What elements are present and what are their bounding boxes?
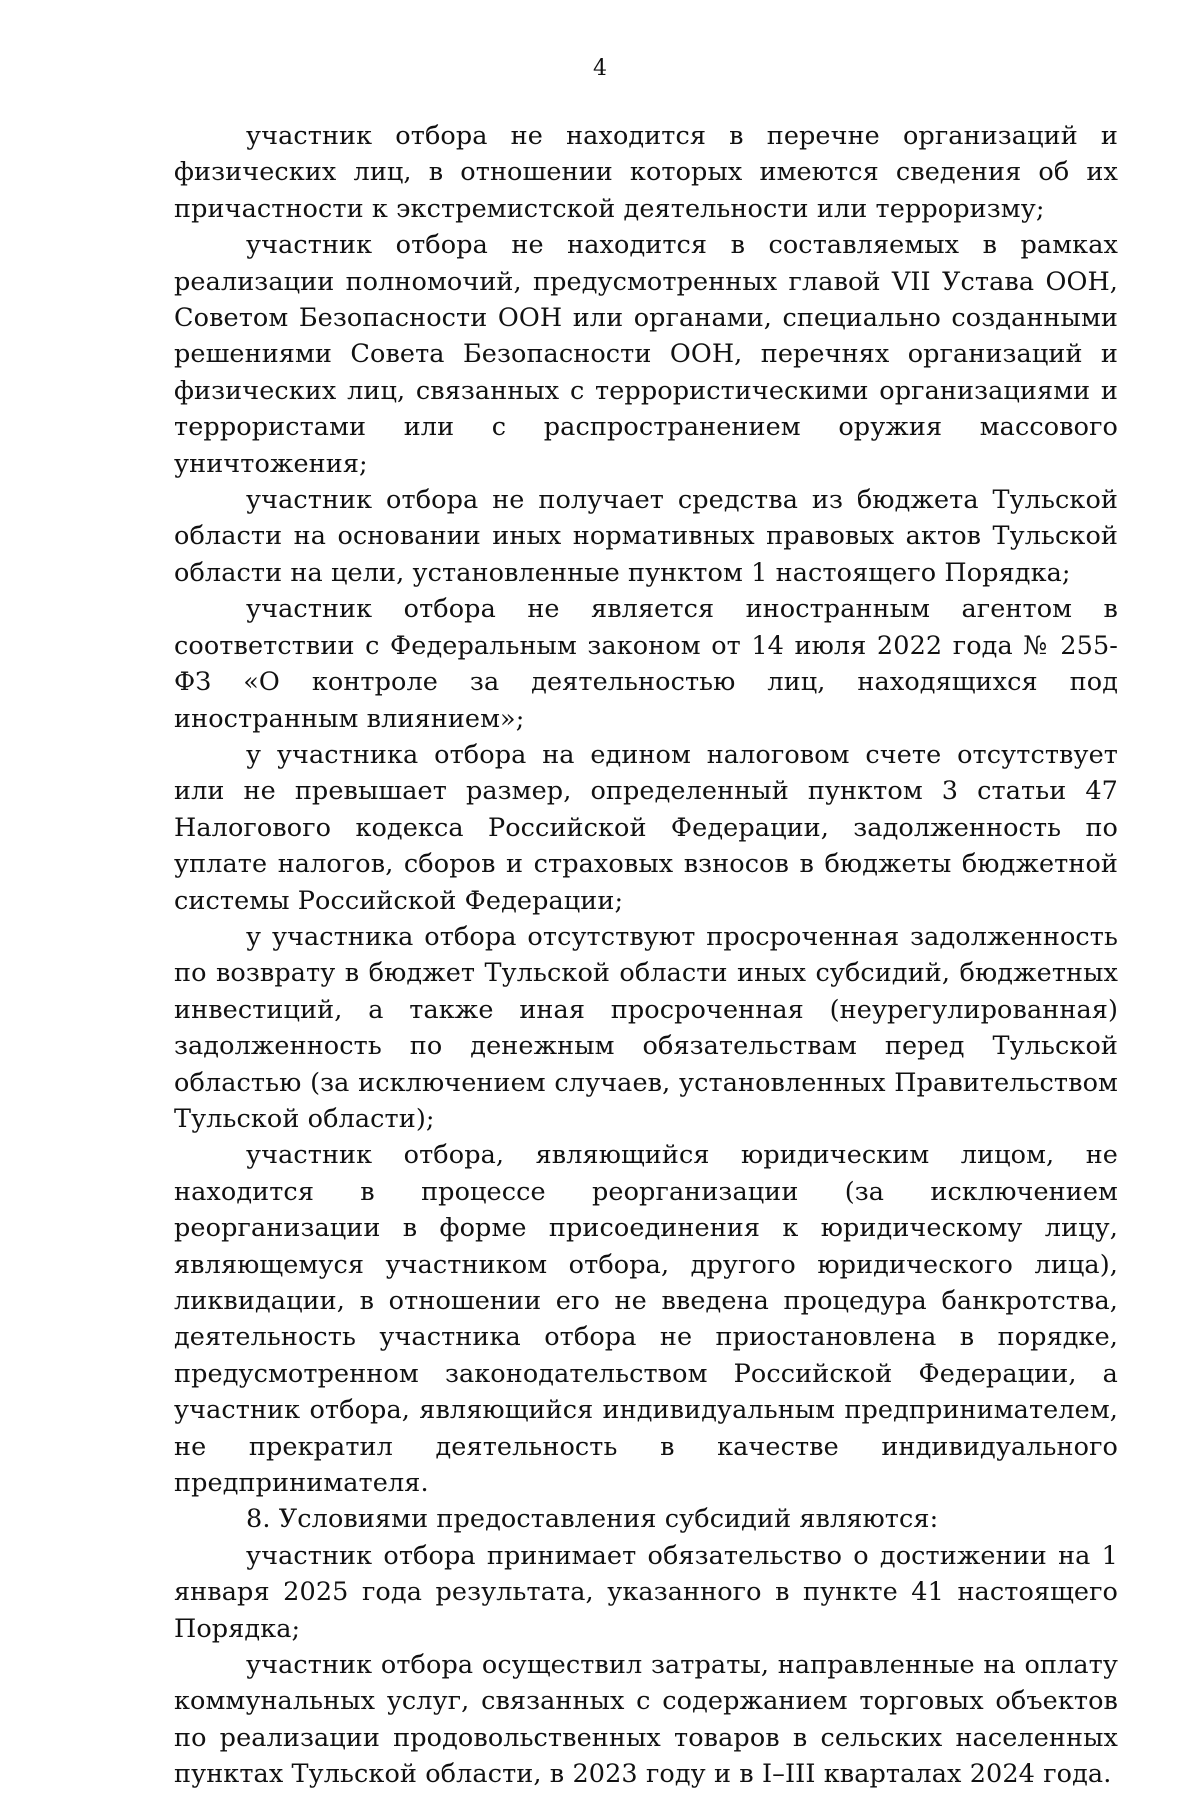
- paragraph-not-foreign-agent: участник отбора не является иностранным агентом в соответствии с Федеральным законом от 14 июля 2022 года № 255-ФЗ «О контроле за деятельностью лиц, находящихся под иностранным влиянием»;: [174, 594, 1118, 734]
- paragraph-result-obligation: участник отбора принимает обязательство о достижении на 1 января 2025 года результата, указанного в пункте 41 настоящего Порядка;: [174, 1540, 1118, 1644]
- paragraph-tax-debt: у участника отбора на едином налоговом счете отсутствует или не превышает размер, определенный пунктом 3 статьи 47 Налогового кодекса Российской Федерации, задолженность по уплате налогов, сборов и страховых взносов в бюджеты бюджетной системы Российской Федерации;: [174, 739, 1118, 916]
- page-number: 4: [593, 56, 607, 81]
- paragraph-no-other-budget-funds: участник отбора не получает средства из бюджета Тульской области на основании иных нормативных правовых актов Тульской области на цели, установленные пунктом 1 настоящего Порядка;: [174, 485, 1118, 588]
- paragraph-reorganization: участник отбора, являющийся юридическим лицом, не находится в процессе реорганизации (за исключением реорганизации в форме присоединения к юридическому лицу, являющемуся участником отбора, другого юридического лица), ликвидации, в отношении его не введена процедура банкротства, деятельность участника отбора не приостановлена в порядке, предусмотренном законодательством Российской Федерации, а участник отбора, являющийся индивидуальным предпринимателем, не прекратил деятельность в качестве индивидуального предпринимателя.: [174, 1140, 1118, 1499]
- paragraph-un-sanctions-list: участник отбора не находится в составляемых в рамках реализации полномочий, предусмотренных главой VII Устава ООН, Советом Безопасности ООН или органами, специально созданными решениями Совета Безопасности ООН, перечнях организаций и физических лиц, связанных с террористическими организациями и террористами или с распространением оружия массового уничтожения;: [174, 230, 1118, 479]
- document-body: [174, 118, 1118, 1793]
- paragraph-overdue-debt: у участника отбора отсутствуют просроченная задолженность по возврату в бюджет Тульской области иных субсидий, бюджетных инвестиций, а также иная просроченная (неурегулированная) задолженность по денежным обязательствам перед Тульской областью (за исключением случаев, установленных Правительством Тульской области);: [174, 921, 1118, 1134]
- paragraph-section-8-heading: 8. Условиями предоставления субсидий являются:: [246, 1504, 939, 1535]
- paragraph-extremism-list: участник отбора не находится в перечне организаций и физических лиц, в отношении которых имеются сведения об их причастности к экстремистской деятельности или терроризму;: [174, 121, 1118, 224]
- paragraph-utility-costs: участник отбора осуществил затраты, направленные на оплату коммунальных услуг, связанных с содержанием торговых объектов по реализации продовольственных товаров в сельских населенных пунктах Тульской области, в 2023 году и в I–III кварталах 2024 года.: [174, 1650, 1118, 1790]
